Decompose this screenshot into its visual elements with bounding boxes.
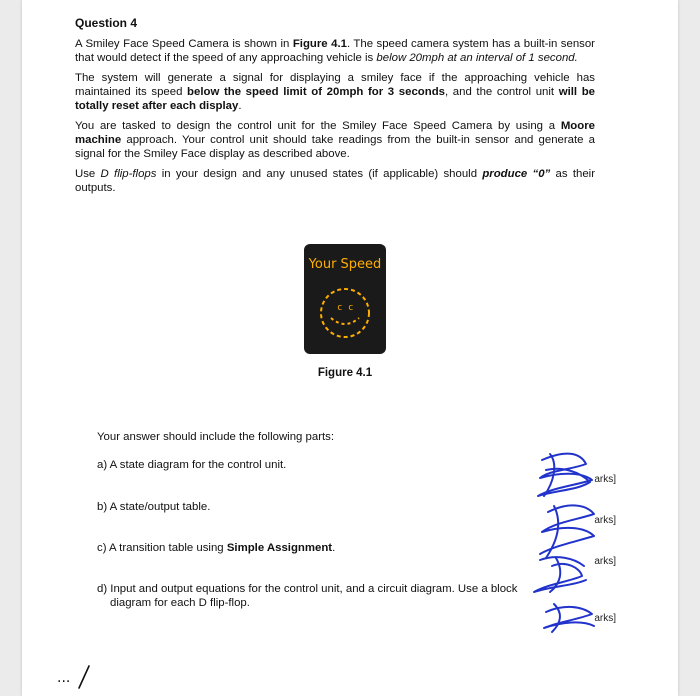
marks-c: arks] [594,556,616,567]
part-b: b) A state/output table. [97,501,211,513]
smiley-face-icon [316,284,374,342]
svg-text:c: c [337,303,343,313]
speed-display-figure [304,244,386,354]
marks-d: arks] [594,613,616,624]
part-d: d) Input and output equations for the control unit, and a circuit diagram. Use a block diagram for each D flip-flop. [97,583,518,609]
pen-scribble-redaction [510,442,620,642]
question-title: Question 4 [75,16,138,30]
paragraph-task: You are tasked to design the control unit for the Smiley Face Speed Camera by using a Moore machine approach. Your control unit should take readings from the built-in sensor and generate a signal for the Smiley Face display as described above. [75,120,595,160]
svg-text:c: c [348,303,354,313]
part-a: a) A state diagram for the control unit. [97,459,287,471]
part-c: c) A transition table using Simple Assignment. [97,542,336,554]
speed-display-title: Your Speed [308,257,382,272]
paragraph-signal: The system will generate a signal for displaying a smiley face if the approaching vehicle has maintained its speed below the speed limit of 20mph for 3 seconds, and the control unit will be totally reset after each display. [75,72,595,112]
paragraph-intro: A Smiley Face Speed Camera is shown in Figure 4.1. The speed camera system has a built-in sensor that would detect if the speed of any approaching vehicle is below 20mph at an interval of 1 second. [75,38,595,64]
page-continuation: ... [57,662,97,692]
parts-intro: Your answer should include the following parts: [97,431,335,443]
marks-a: arks] [594,474,616,485]
marks-b: arks] [594,515,616,526]
question-body [75,16,595,204]
figure-caption: Figure 4.1 [317,367,373,379]
paragraph-flipflops: Use D flip-flops in your design and any unused states (if applicable) should produce “0” as their outputs. [75,168,595,194]
slash-mark-icon [71,662,111,692]
